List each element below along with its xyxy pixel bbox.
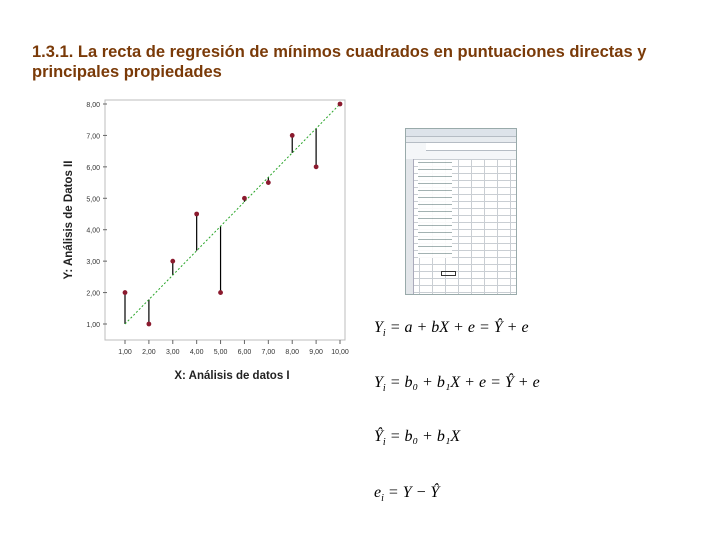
data-point xyxy=(218,290,223,295)
data-point xyxy=(194,212,199,217)
data-point xyxy=(146,322,151,327)
formula-predicted-value: $Ŷ_i = b_0 + b_1X$ xyxy=(374,428,461,449)
data-point xyxy=(314,164,319,169)
spreadsheet-thumbnail xyxy=(405,128,517,295)
y-tick-label: 8,00 xyxy=(86,102,100,109)
spreadsheet-formula-bar xyxy=(426,143,516,151)
data-point xyxy=(266,180,271,185)
data-point xyxy=(290,133,295,138)
x-tick-label: 7,00 xyxy=(261,349,276,356)
page-title: 1.3.1. La recta de regresión de mínimos cuadrados en puntuaciones directas y principales propiedades xyxy=(32,43,647,81)
formula-regression-model: $Y_i = a$ + bX + e = Ŷ + e xyxy=(374,319,529,340)
data-point xyxy=(338,102,343,107)
x-axis-label: X: Análisis de datos I xyxy=(174,370,290,382)
x-tick-label: 2,00 xyxy=(142,349,156,356)
spreadsheet-toolbar xyxy=(406,129,516,137)
y-tick-label: 2,00 xyxy=(86,290,100,298)
y-tick-label: 3,00 xyxy=(86,259,100,267)
x-tick-label: 4,00 xyxy=(189,349,204,356)
x-tick-label: 10,00 xyxy=(331,349,349,356)
y-tick-label: 5,00 xyxy=(86,196,100,204)
x-tick-label: 3,00 xyxy=(165,349,180,356)
x-tick-label: 9,00 xyxy=(309,349,323,356)
formula-rhs: = b₀ + b₁X xyxy=(389,428,461,445)
spreadsheet-row-headers xyxy=(406,159,414,294)
y-tick-label: 7,00 xyxy=(86,133,100,141)
x-tick-label: 8,00 xyxy=(285,349,300,356)
y-tick-label: 6,00 xyxy=(86,164,100,172)
spreadsheet-selected-cell xyxy=(441,271,456,276)
x-tick-label: 6,00 xyxy=(237,349,252,356)
y-tick-label: 4,00 xyxy=(86,227,100,235)
formula-lhs: Y xyxy=(374,319,383,336)
formula-rhs: = b₀ + b₁X + e = Ŷ + e xyxy=(389,374,540,391)
data-point xyxy=(123,290,128,295)
data-point xyxy=(242,196,247,201)
formula-lhs: Y xyxy=(374,374,383,391)
scatter-regression-chart xyxy=(60,92,360,402)
data-point xyxy=(170,259,175,264)
y-tick-label: 1,00 xyxy=(86,322,100,329)
formula-regression-b-coefficients: $Y_i = b_0 + b_1X + e$ = Ŷ + e xyxy=(374,374,540,395)
formula-residual: $e_i = Y$ − Ŷ xyxy=(374,484,440,505)
formula-lhs: Ŷ xyxy=(374,428,383,445)
y-axis-label: Y: Análisis de Datos II xyxy=(63,160,75,280)
x-tick-label: 5,00 xyxy=(213,349,228,356)
formula-lhs: e xyxy=(374,484,382,501)
formula-rhs: = Y − Ŷ xyxy=(387,484,440,501)
x-tick-label: 1,00 xyxy=(118,349,132,356)
plot-area xyxy=(105,100,345,340)
formula-rhs: = a + bX + e = Ŷ + e xyxy=(389,319,529,336)
spreadsheet-data-cells xyxy=(418,160,452,258)
